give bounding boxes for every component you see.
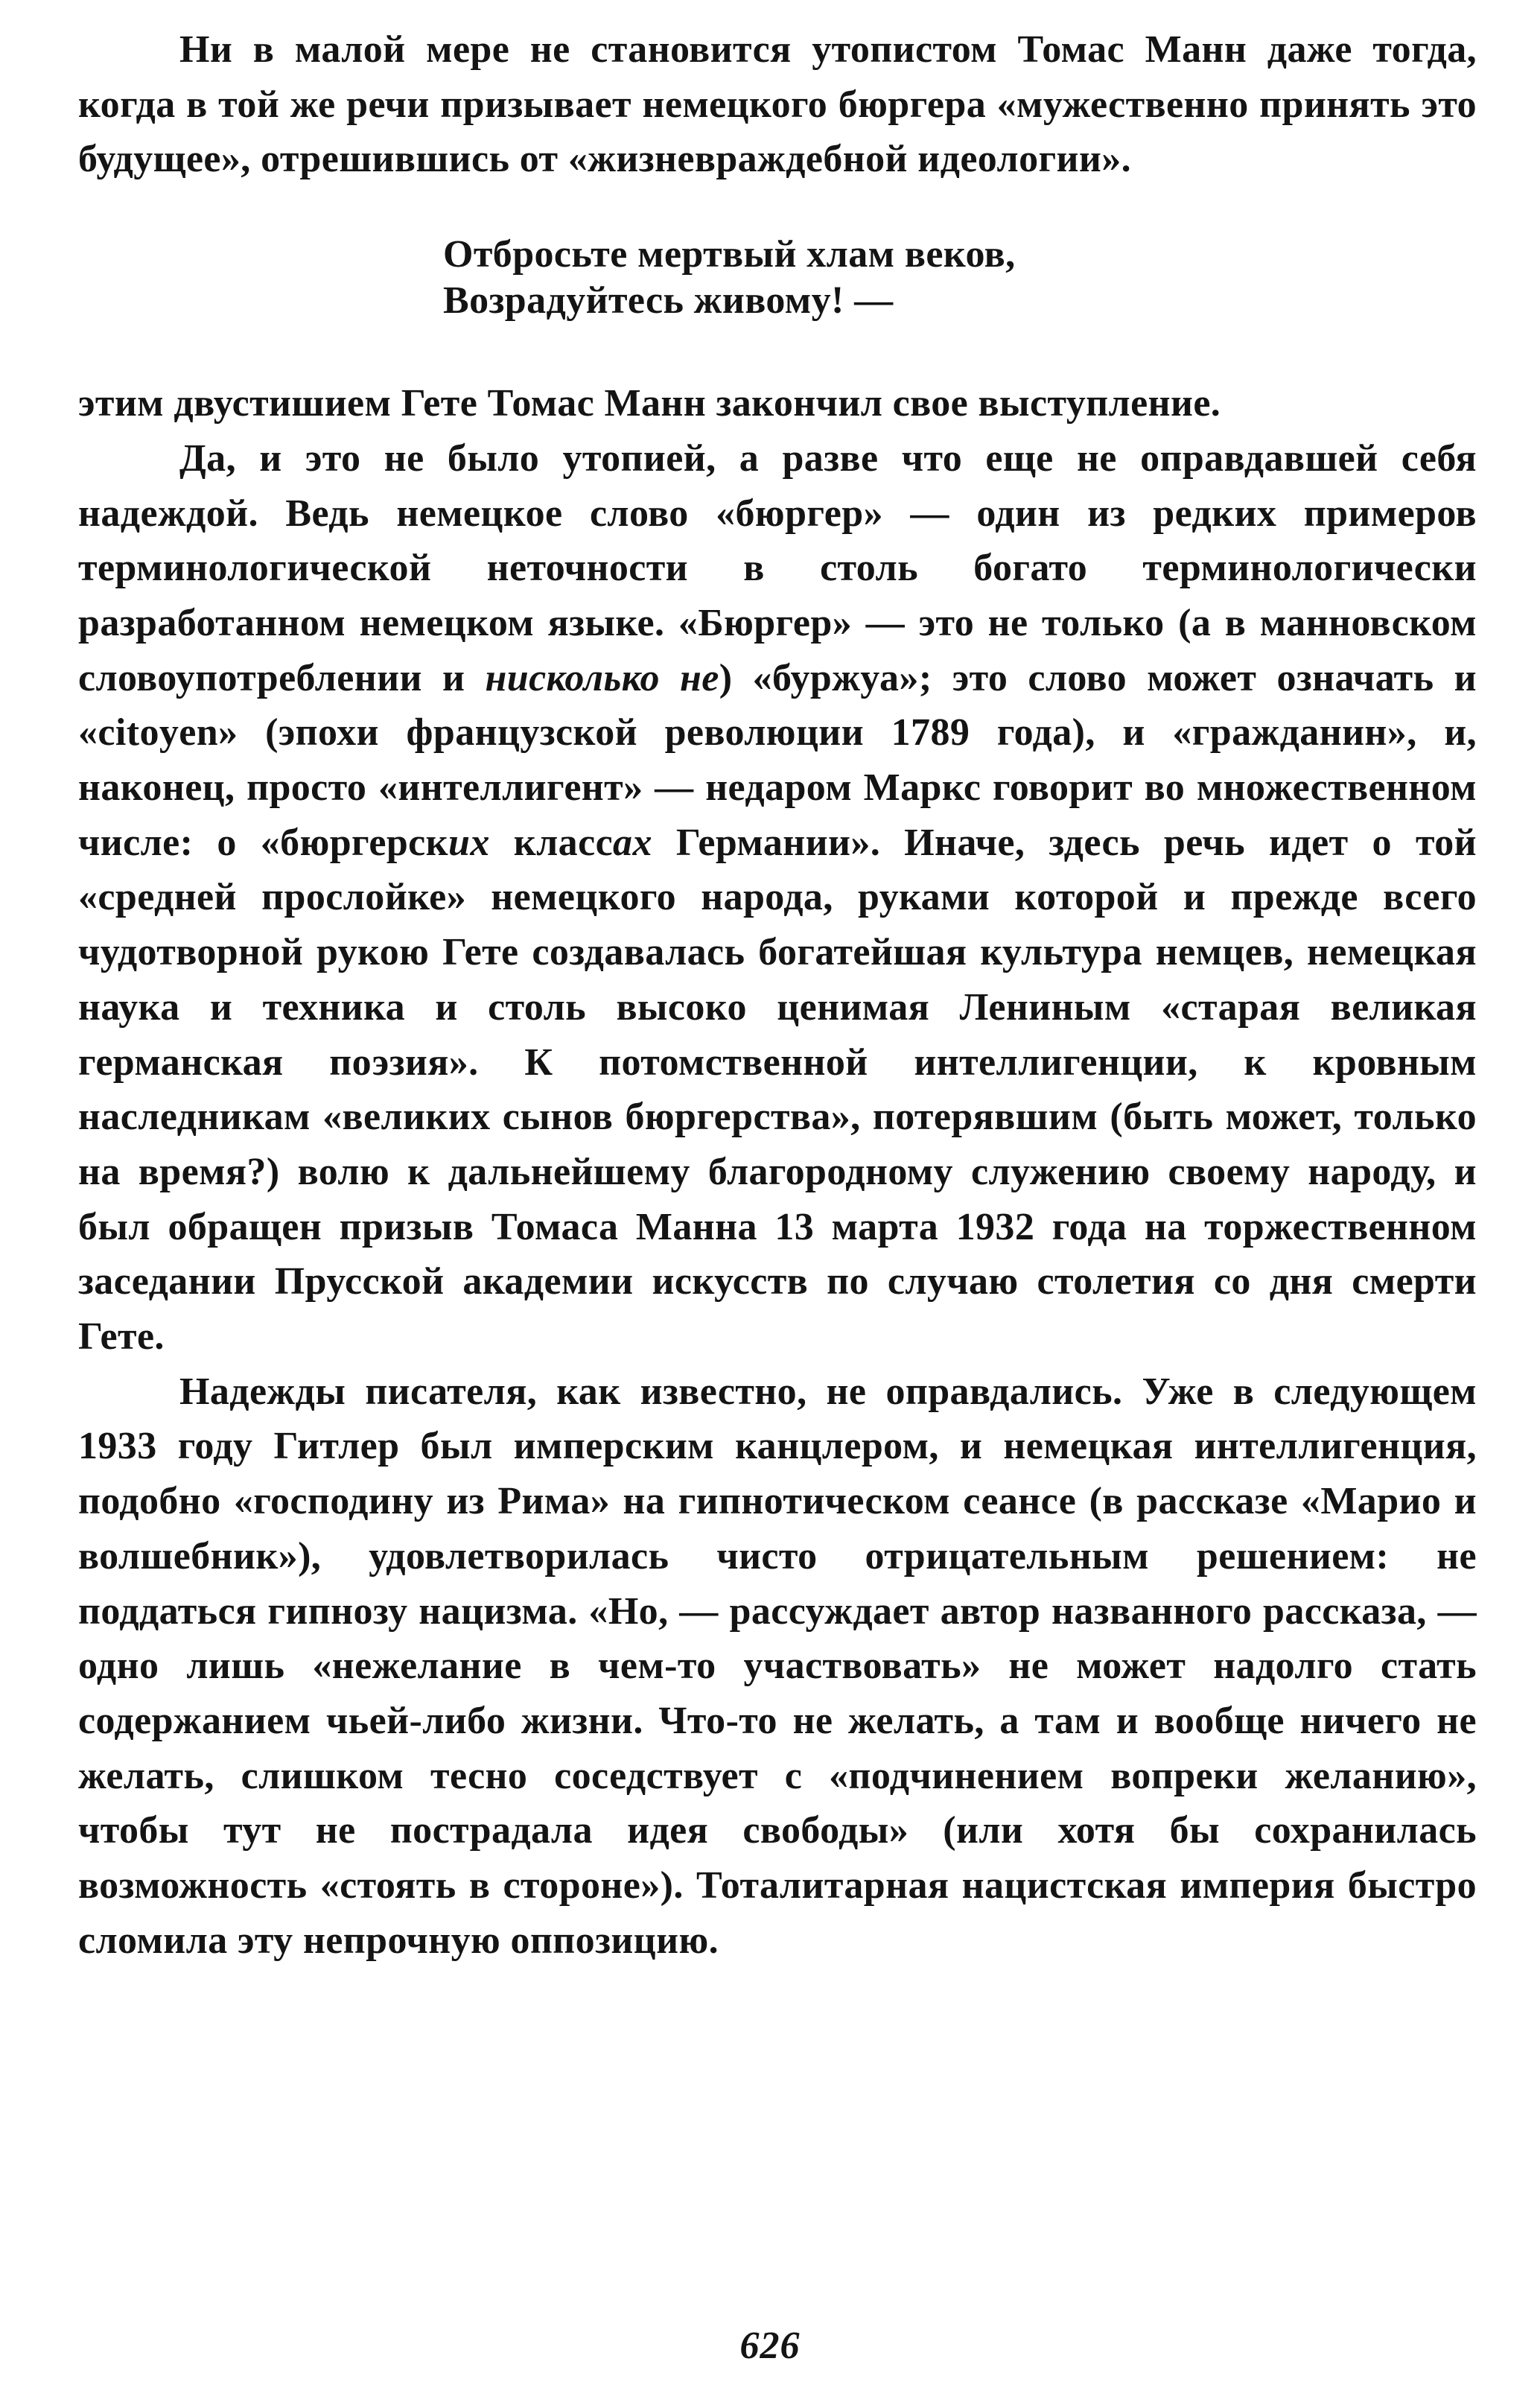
paragraph-1: Ни в малой мере не становится утопистом Томас Манн даже тогда, когда в той же речи призывает немецкого бюргера «мужественно принять это будущее», отрешившись от «жизневраждебной идеологии». [78,28,1477,181]
paragraph-2: этим двустишием Гете Томас Манн закончил свое выступление. [78,382,1221,425]
paragraph-3 [78,431,1477,1364]
page-body [78,22,1477,1969]
paragraph-3-italic-2: их [448,821,490,864]
page-number: 626 [739,2325,801,2367]
verse-line-1: Отбросьте мертвый хлам веков, [443,233,1016,276]
paragraph-3-text-3: класс [489,821,614,864]
verse-line-2: Возрадуйтесь живому! — [443,279,894,323]
paragraph-3-text-2: ) «буржуа»; это слово может означать и «citoyen» (эпохи французской революции 1789 года), и «гражданин», и, наконец, просто «интеллигент» — недаром Маркс говорит во множественном числе: о «бюргерск [78,656,1477,864]
paragraph-3-text-4: Германии». Иначе, здесь речь идет о той «средней прослойке» немецкого народа, руками которой и прежде всего чудотворной рукою Гете создавалась богатейшая культура немцев, немецкая наука и техника и столь высоко ценимая Лениным «старая великая германская поэзия». К потомственной интеллигенции, к кровным наследникам «великих сынов бюргерства», потерявшим (быть может, только на время?) волю к дальнейшему благородному служению своему народу, и был обращен призыв Томаса Манна 13 марта 1932 года на торжественном заседании Прусской академии искусств по случаю столетия со дня смерти Гете. [78,821,1477,1359]
paragraph-3-text-1: Да, и это не было утопией, а разве что еще не оправдавшей себя надеждой. Ведь немецкое слово «бюргер» — один из редких примеров терминологической неточности в столь богато терминологически разработанном немецком языке. «Бюргер» — это не только (а в манновском словоупотреблении и [78,436,1477,699]
paragraph-4: Надежды писателя, как известно, не оправдались. Уже в следующем 1933 году Гитлер был имперским канцлером, и немецкая интеллигенция, подобно «господину из Рима» на гипнотическом сеансе (в рассказе «Марио и волшебник»), удовлетворилась чисто отрицательным решением: не поддаться гипнозу нацизма. «Но, — рассуждает автор названного рассказа, — одно лишь «нежелание в чем-то участвовать» не может надолго стать содержанием чьей-либо жизни. Что-то не желать, а там и вообще ничего не желать, слишком тесно соседствует с «подчинением вопреки желанию», чтобы тут не пострадала идея свободы» (или хотя бы сохранилась возможность «стоять в стороне»). Тоталитарная нацистская империя быстро сломила эту непрочную оппозицию. [78,1370,1477,1962]
verse-quote [443,232,1477,324]
paragraph-3-italic-3: ах [613,821,652,864]
paragraph-3-italic-1: нисколько не [485,656,719,699]
